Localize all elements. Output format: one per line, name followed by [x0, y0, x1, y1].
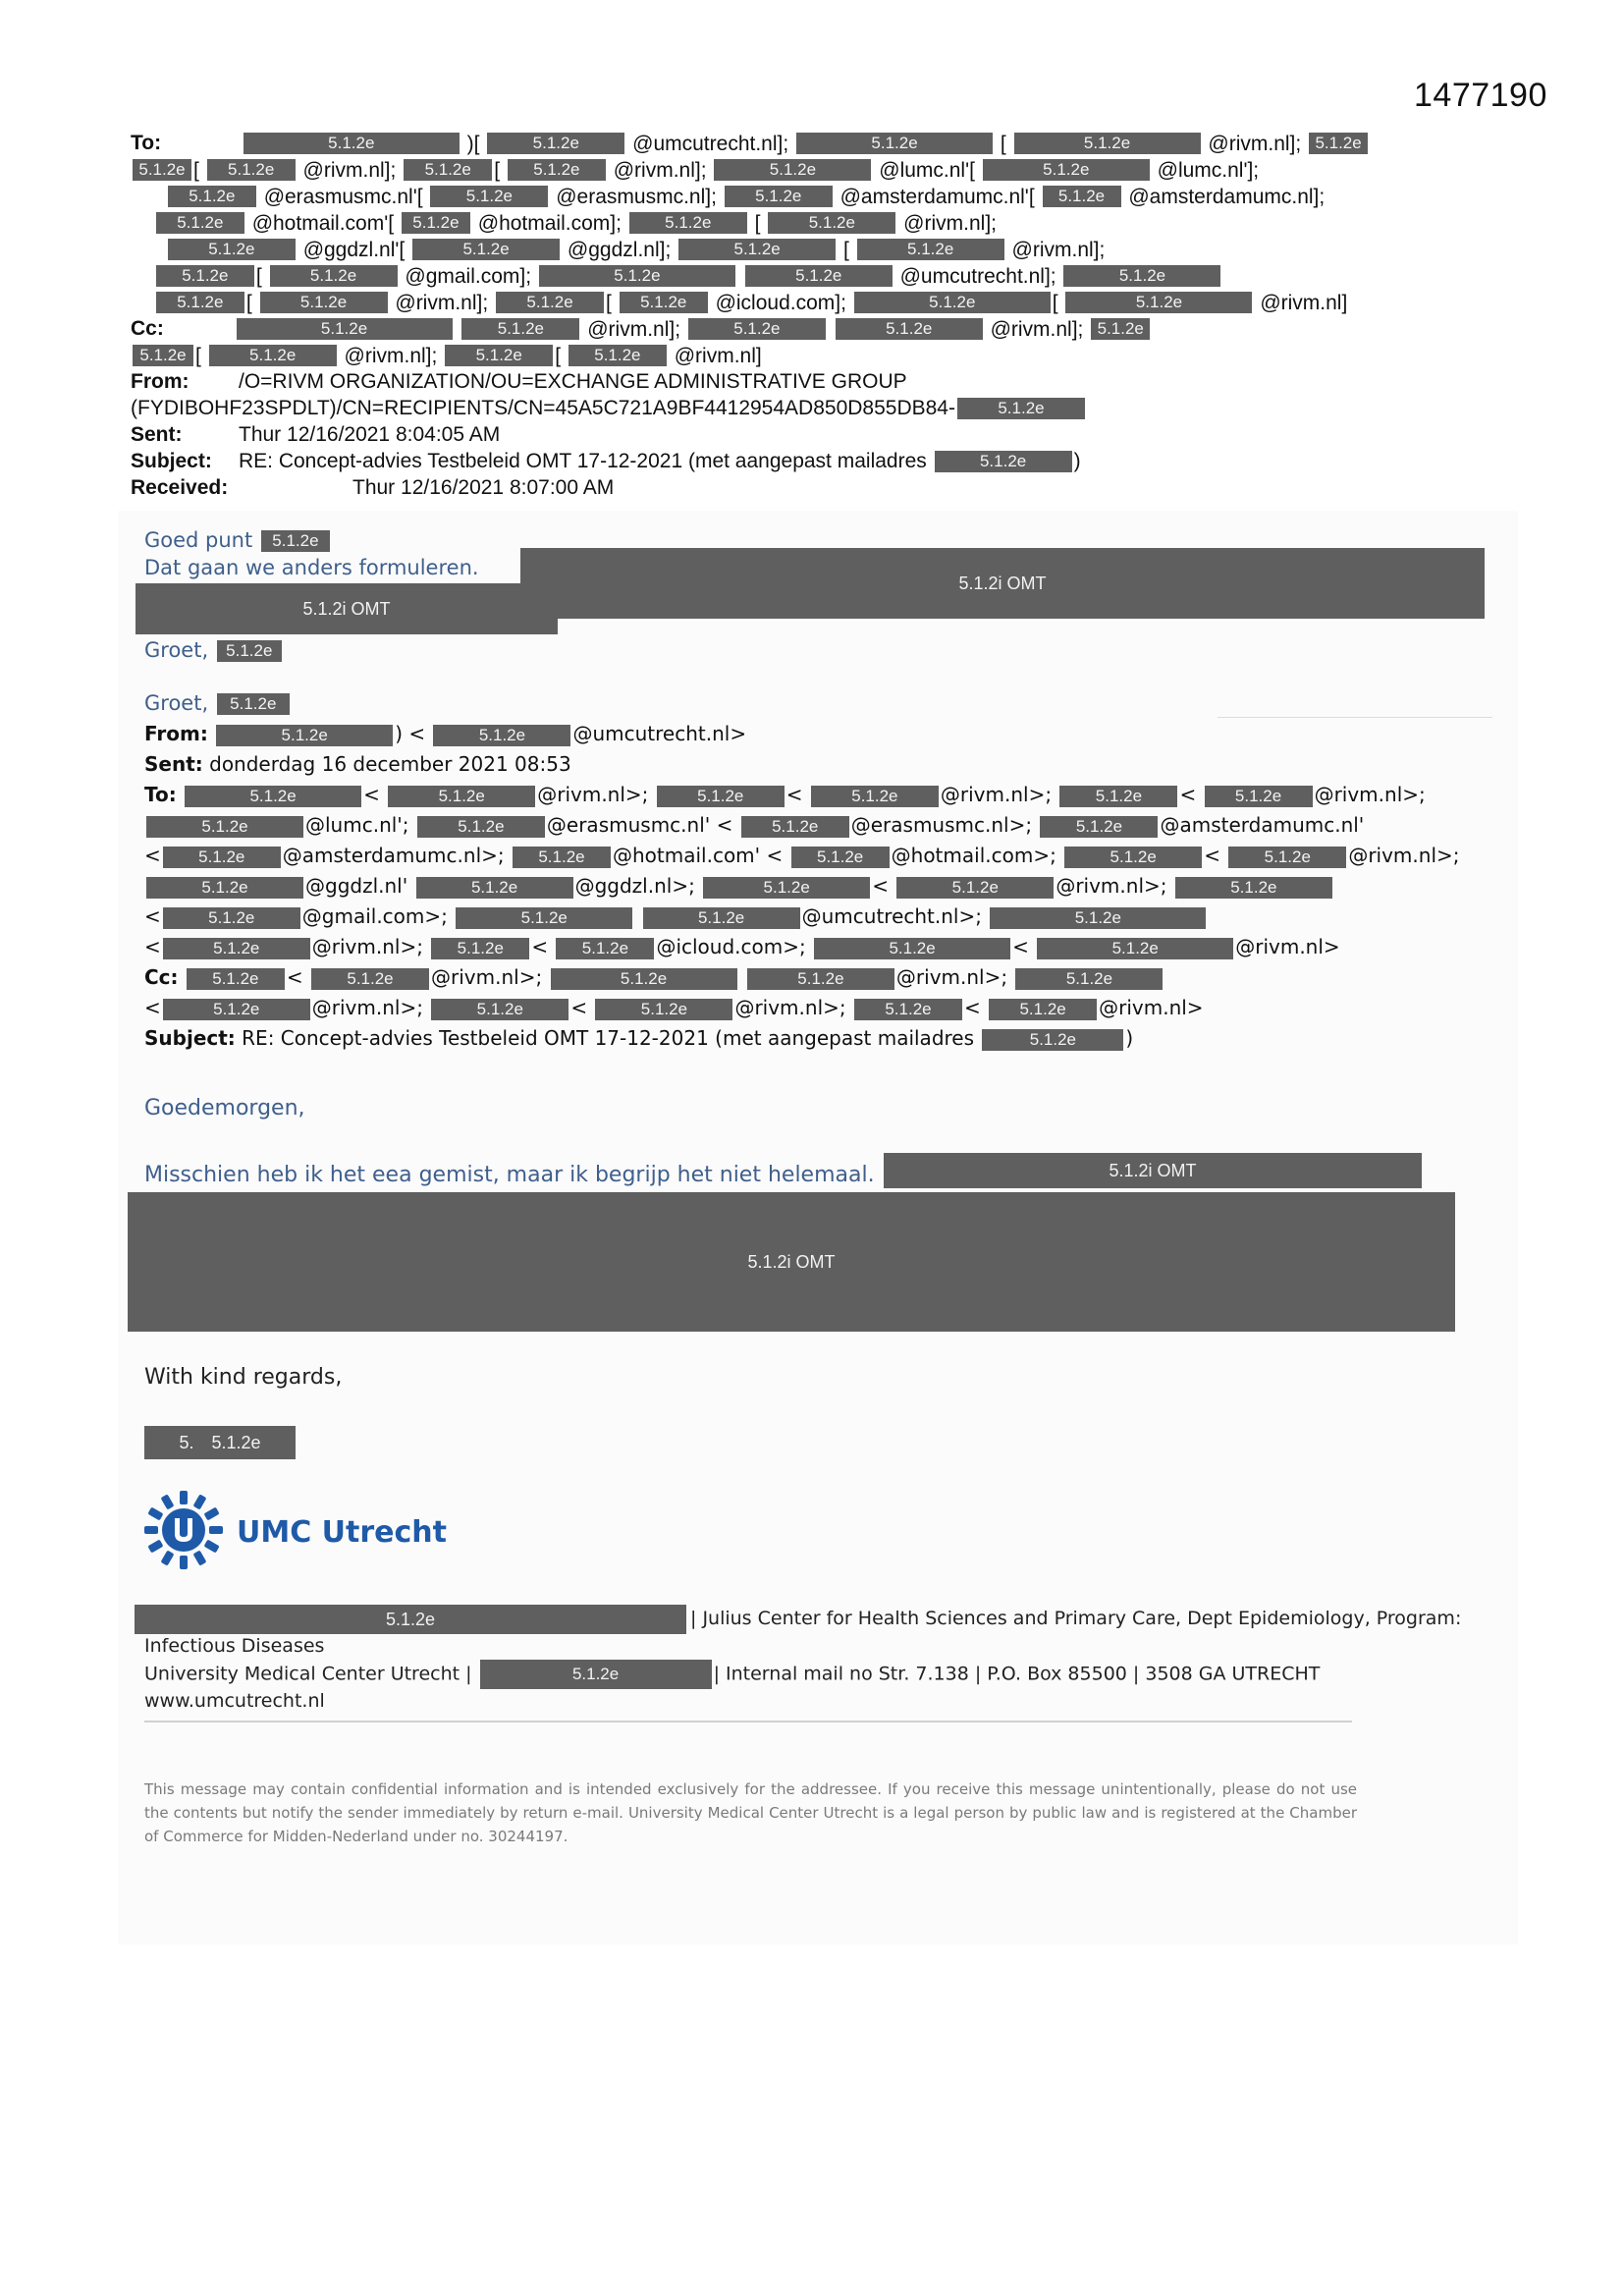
email-domain: @rivm.nl] — [674, 344, 762, 367]
redaction: 5.1.2e — [678, 239, 836, 260]
redaction: 5.1.2e — [156, 212, 244, 234]
redaction: 5.1.2e — [796, 133, 993, 154]
punct: < — [785, 783, 803, 806]
sent-line — [131, 421, 1466, 448]
redaction-omt: 5.1.2i OMT — [520, 548, 1485, 619]
redaction: 5.1.2e — [1043, 186, 1121, 207]
email-domain: @amsterdamumc.nl]; — [1128, 185, 1326, 208]
from-value: /O=RIVM ORGANIZATION/OU=EXCHANGE ADMINISTRATIVE GROUP — [239, 370, 907, 393]
redaction: 5.1.2e — [957, 398, 1085, 419]
punct: < — [1179, 783, 1197, 806]
redaction: 5.1.2e — [714, 159, 871, 181]
email-domain: @ggdzl.nl' — [305, 874, 408, 898]
redaction: 5.1.2e — [168, 186, 256, 207]
email-domain: @rivm.nl]; — [903, 211, 997, 235]
to-line-1: To: 5.1.2e )[ 5.1.2e @umcutrecht.nl]; 5.1.2e [ 5.1.2e @rivm.nl]; 5.1.2e — [131, 130, 1466, 156]
sig-line-1 — [144, 1605, 1519, 1632]
redaction: 5.1.2e — [1059, 786, 1177, 807]
redaction: 5.1.2e — [156, 265, 254, 287]
from-line-2 — [131, 395, 1466, 421]
redaction: 5.1.2e — [487, 133, 624, 154]
sig-org: | Julius Center for Health Sciences and Primary Care, Dept Epidemiology, Program: — [690, 1608, 1462, 1629]
redaction: 5.1.2e — [260, 292, 388, 313]
redaction: 5.1.2e — [551, 968, 737, 990]
redaction: 5.1.2e — [146, 877, 303, 899]
q-sent-value: donderdag 16 december 2021 08:53 — [209, 752, 571, 776]
to-line-4: 5.1.2e @hotmail.com'[ 5.1.2e @hotmail.com]; 5.1.2e [ 5.1.2e @rivm.nl]; — [131, 209, 1466, 236]
q-from-label: From: — [144, 722, 208, 745]
disclaimer: This message may contain confidential information and is intended exclusively for the addressee. If you receive this message unintentionally, please do not use the contents but notify the sender immediately by return e-mail. University Medical Center Utrecht is a legal person by public law and is registered at the Chamber of Commerce for Midden-Nederland under no. 30244197. — [144, 1780, 1357, 1845]
email-domain: @rivm.nl>; — [1314, 783, 1426, 806]
footer-separator — [144, 1721, 1352, 1722]
sig-line-2: Infectious Diseases — [144, 1635, 325, 1657]
redaction: 5.1.2e — [237, 318, 453, 340]
greeting: Goedemorgen, — [144, 1096, 305, 1121]
redaction: 5.1.2e — [133, 159, 191, 181]
redaction: 5.1.2e — [480, 1660, 712, 1689]
redaction: 5.1.2e — [431, 938, 529, 959]
redaction: 5.1.2e — [168, 239, 296, 260]
redaction-omt: 5.1.2i OMT — [884, 1153, 1422, 1188]
redaction: 5.1.2e — [461, 318, 579, 340]
email-domain: @umcutrecht.nl]; — [899, 264, 1056, 288]
redaction: 5.1.2e — [207, 159, 296, 181]
redaction: 5.1.2e — [146, 816, 303, 838]
email-domain: @rivm.nl>; — [1348, 844, 1460, 867]
redaction: 5.1.2e — [1064, 847, 1202, 868]
redaction: 5.1.2e — [983, 159, 1150, 181]
q-subject-label: Subject: — [144, 1026, 236, 1050]
redaction: 5.1.2e — [216, 725, 393, 746]
cc-line-2: 5.1.2e [ 5.1.2e @rivm.nl]; 5.1.2e [ 5.1.2e @rivm.nl] — [131, 342, 1466, 368]
redaction: 5.1.2e — [935, 451, 1072, 472]
document-id: 1477190 — [1414, 77, 1547, 114]
reply-text: Goed punt — [144, 528, 253, 552]
body-paragraph: Misschien heb ik het eea gemist, maar ik begrijp het niet helemaal. — [144, 1163, 875, 1187]
punct: < — [144, 844, 161, 867]
redaction: 5.1.2e — [496, 292, 604, 313]
cc-label: Cc: — [131, 317, 164, 340]
quoted-header — [144, 719, 1499, 1054]
redaction: 5.1.2e — [156, 292, 244, 313]
email-domain: @amsterdamumc.nl'[ — [839, 185, 1035, 208]
redaction: 5.1.2e — [1065, 292, 1252, 313]
q-cc-label: Cc: — [144, 965, 179, 989]
reply-line-1 — [144, 526, 479, 554]
redaction: 5.1.2e — [857, 239, 1004, 260]
to-label: To: — [131, 132, 162, 154]
umc-utrecht-logo — [142, 1493, 447, 1571]
q-sent-line — [144, 749, 1499, 780]
email-domain: @rivm.nl] — [1260, 291, 1348, 314]
email-domain: @rivm.nl>; — [734, 996, 846, 1019]
redaction: 5.1.2e — [417, 816, 545, 838]
received-label: Received: — [131, 476, 229, 499]
to-line-5: 5.1.2e @ggdzl.nl'[ 5.1.2e @ggdzl.nl]; 5.1.2e [ 5.1.2e @rivm.nl]; — [131, 236, 1466, 262]
close-paren: ) — [1125, 1026, 1134, 1050]
redaction: 5.1.2e — [725, 186, 833, 207]
redaction: 5.1.2e — [745, 265, 893, 287]
sig-line-3 — [144, 1660, 1519, 1687]
redaction: 5.1.2e — [1228, 847, 1346, 868]
sig-inst: University Medical Center Utrecht | — [144, 1663, 472, 1685]
redaction: 5.1.2e — [747, 968, 894, 990]
email-domain: @hotmail.com'[ — [251, 211, 395, 235]
redaction: 5.1.2e — [163, 907, 300, 929]
redaction: 5.1.2e — [768, 212, 895, 234]
redaction: 5.1.2e — [1040, 816, 1158, 838]
punct: < — [144, 904, 161, 928]
subject-label: Subject: — [131, 450, 212, 472]
email-domain: @umcutrecht.nl]; — [632, 132, 789, 155]
q-to-line-4 — [144, 871, 1499, 902]
subject-value: RE: Concept-advies Testbeleid OMT 17-12-2021 (met aangepast mailadres — [239, 450, 927, 472]
email-domain: @icloud.com>; — [656, 935, 806, 958]
redaction-initial: 5. — [179, 1432, 194, 1452]
redaction: 5.1.2e — [741, 816, 849, 838]
email-domain: @lumc.nl'; — [305, 813, 409, 837]
redaction: 5.1.2e — [270, 265, 398, 287]
umc-utrecht-logo-icon — [142, 1489, 225, 1576]
regards: With kind regards, — [144, 1365, 343, 1390]
separator — [1218, 717, 1492, 718]
punct: < — [286, 965, 303, 989]
redaction: 5.1.2e — [539, 265, 735, 287]
email-domain: @gmail.com]; — [405, 264, 532, 288]
q-to-line-6 — [144, 932, 1499, 962]
redaction: 5.1.2e — [209, 345, 337, 366]
redaction: 5.1.2e — [163, 999, 310, 1020]
close-paren: ) — [1073, 450, 1081, 472]
email-domain: @erasmusmc.nl'[ — [263, 185, 423, 208]
sign-off-text: Groet, — [144, 638, 209, 662]
redaction: 5.1.2e — [814, 938, 1010, 959]
sig-website[interactable]: www.umcutrecht.nl — [144, 1690, 325, 1712]
punct: < — [570, 996, 588, 1019]
redaction: 5.1.2e — [989, 999, 1097, 1020]
redaction: 5.1.2e — [1175, 877, 1332, 899]
email-domain: @rivm.nl]; — [302, 158, 397, 182]
punct: < — [963, 996, 981, 1019]
email-domain: @rivm.nl]; — [1208, 132, 1302, 155]
redaction: 5.1.2e — [703, 877, 870, 899]
reply-line-2: Dat gaan we anders formuleren. — [144, 556, 479, 579]
punct: < — [531, 935, 549, 958]
redaction: 5.1.2e — [1205, 786, 1313, 807]
redaction: 5.1.2e — [1015, 968, 1163, 990]
redaction: 5.1.2e — [163, 847, 281, 868]
q-from-line — [144, 719, 1499, 749]
punct: < — [144, 935, 161, 958]
email-domain: @ggdzl.nl]; — [567, 238, 672, 261]
cc-line-1 — [131, 315, 1466, 342]
email-domain: @umcutrecht.nl>; — [801, 904, 982, 928]
q-subject-line — [144, 1023, 1499, 1054]
redaction: 5.1.2e — [1091, 318, 1150, 340]
q-cc-line-1 — [144, 962, 1499, 993]
redaction: 5.1.2e — [688, 318, 826, 340]
redaction: 5.1.2e — [1063, 265, 1220, 287]
signature-name-redaction — [144, 1426, 296, 1459]
email-domain: @rivm.nl]; — [990, 317, 1084, 341]
email-domain: @rivm.nl]; — [395, 291, 489, 314]
redaction: 5.1.2e — [211, 1432, 261, 1452]
email-domain: @rivm.nl]; — [587, 317, 681, 341]
punct: < — [144, 996, 161, 1019]
punct: < — [363, 783, 380, 806]
from-label: From: — [131, 370, 189, 393]
redaction: 5.1.2e — [556, 938, 654, 959]
received-value: Thur 12/16/2021 8:07:00 AM — [352, 476, 615, 499]
to-line-2: 5.1.2e [ 5.1.2e @rivm.nl]; 5.1.2e [ 5.1.2e @rivm.nl]; 5.1.2e @lumc.nl'[ 5.1.2e @lumc.nl']; — [131, 156, 1466, 183]
redaction: 5.1.2e — [620, 292, 708, 313]
redaction: 5.1.2e — [854, 292, 1051, 313]
email-domain: @erasmusmc.nl' < — [546, 813, 733, 837]
punct: < — [1204, 844, 1220, 867]
email-domain: @ggdzl.nl'[ — [302, 238, 406, 261]
redaction: 5.1.2e — [854, 999, 962, 1020]
reply-block — [144, 526, 479, 581]
redaction: 5.1.2e — [595, 999, 732, 1020]
redaction: 5.1.2e — [643, 907, 800, 929]
redaction: 5.1.2e — [163, 938, 310, 959]
redaction: 5.1.2e — [433, 725, 570, 746]
to-line-3 — [131, 183, 1466, 209]
redaction: 5.1.2e — [1014, 133, 1201, 154]
email-domain: @hotmail.com]; — [477, 211, 622, 235]
email-domain: @amsterdamumc.nl>; — [282, 844, 505, 867]
redaction: 5.1.2e — [311, 968, 429, 990]
from-value-2: (FYDIBOHF23SPDLT)/CN=RECIPIENTS/CN=45A5C721A9BF4412954AD850D855DB84- — [131, 397, 955, 419]
signature-block — [144, 1605, 1519, 1715]
redaction: 5.1.2e — [135, 1605, 686, 1634]
redaction: 5.1.2e — [185, 786, 361, 807]
redaction: 5.1.2e — [982, 1029, 1123, 1051]
reply-sign-off — [144, 636, 284, 664]
redaction: 5.1.2e — [791, 847, 890, 868]
redaction: 5.1.2e — [1037, 938, 1233, 959]
email-domain: @rivm.nl]; — [1011, 238, 1106, 261]
redaction: 5.1.2e — [187, 968, 285, 990]
q-to-line-1 — [144, 780, 1499, 810]
email-domain: @erasmusmc.nl]; — [556, 185, 717, 208]
redaction: 5.1.2e — [990, 907, 1206, 929]
email-domain: @rivm.nl> — [1235, 935, 1340, 958]
redaction: 5.1.2e — [456, 907, 632, 929]
redaction: 5.1.2e — [244, 133, 460, 154]
redaction: 5.1.2e — [629, 212, 747, 234]
to-line-6: 5.1.2e [ 5.1.2e @gmail.com]; 5.1.2e 5.1.2e @umcutrecht.nl]; 5.1.2e — [131, 262, 1466, 289]
redaction: 5.1.2e — [416, 877, 573, 899]
redaction: 5.1.2e — [1309, 133, 1368, 154]
redaction: 5.1.2e — [513, 847, 611, 868]
email-domain: @gmail.com>; — [301, 904, 448, 928]
from-line — [131, 368, 1466, 395]
q-to-label: To: — [144, 783, 177, 806]
redaction: 5.1.2e — [404, 159, 492, 181]
redaction: 5.1.2e — [657, 786, 785, 807]
q-sent-label: Sent: — [144, 752, 203, 776]
sent-label: Sent: — [131, 423, 183, 446]
redaction-omt: 5.1.2i OMT — [128, 1192, 1455, 1332]
email-domain: @rivm.nl>; — [1056, 874, 1167, 898]
quoted-sign-off — [144, 689, 292, 717]
redaction: 5.1.2e — [896, 877, 1054, 899]
email-domain: @rivm.nl>; — [940, 783, 1053, 806]
email-domain: @lumc.nl']; — [1157, 158, 1260, 182]
redaction: 5.1.2e — [836, 318, 983, 340]
email-domain: @hotmail.com' < — [612, 844, 784, 867]
punct: < — [872, 874, 889, 898]
redaction: 5.1.2e — [445, 345, 553, 366]
email-domain: @hotmail.com>; — [891, 844, 1056, 867]
email-domain: @rivm.nl>; — [311, 935, 423, 958]
subject-line — [131, 448, 1466, 474]
punct: < — [1012, 935, 1029, 958]
email-domain: @lumc.nl'[ — [879, 158, 975, 182]
redaction: 5.1.2e — [431, 999, 568, 1020]
email-domain: @rivm.nl>; — [431, 965, 543, 989]
redaction: 5.1.2e — [261, 530, 330, 552]
q-to-line-3 — [144, 841, 1499, 871]
redaction: 5.1.2e — [388, 786, 535, 807]
redaction: 5.1.2e — [508, 159, 606, 181]
email-domain: @rivm.nl>; — [895, 965, 1008, 989]
email-domain: @rivm.nl>; — [537, 783, 649, 806]
sent-value: Thur 12/16/2021 8:04:05 AM — [239, 423, 501, 446]
q-to-line-5 — [144, 902, 1499, 932]
q-cc-line-2 — [144, 993, 1499, 1023]
redaction: 5.1.2e — [412, 239, 560, 260]
logo-text: UMC Utrecht — [237, 1514, 447, 1550]
email-domain: @rivm.nl> — [1099, 996, 1204, 1019]
redaction: 5.1.2e — [811, 786, 939, 807]
redaction: 5.1.2e — [217, 640, 282, 662]
punct: ) < — [395, 722, 426, 745]
email-header — [131, 130, 1466, 501]
email-domain: @rivm.nl]; — [613, 158, 707, 182]
email-domain: @ggdzl.nl>; — [574, 874, 695, 898]
email-domain: @rivm.nl>; — [311, 996, 423, 1019]
redaction: 5.1.2e — [133, 345, 193, 366]
sig-address: | Internal mail no Str. 7.138 | P.O. Box 85500 | 3508 GA UTRECHT — [713, 1663, 1321, 1685]
email-domain: @amsterdamumc.nl' — [1160, 813, 1365, 837]
redaction: 5.1.2e — [568, 345, 667, 366]
email-domain: @erasmusmc.nl>; — [850, 813, 1033, 837]
received-line — [131, 474, 1466, 501]
email-domain: @rivm.nl]; — [344, 344, 438, 367]
q-subject-value: RE: Concept-advies Testbeleid OMT 17-12-2021 (met aangepast mailadres — [242, 1026, 975, 1050]
email-domain: @icloud.com]; — [715, 291, 846, 314]
sign-off-text: Groet, — [144, 691, 209, 715]
to-line-7: 5.1.2e [ 5.1.2e @rivm.nl]; 5.1.2e [ 5.1.2e @icloud.com]; 5.1.2e [ 5.1.2e @rivm.nl] — [131, 289, 1466, 315]
redaction: 5.1.2e — [430, 186, 548, 207]
email-domain: @umcutrecht.nl> — [572, 722, 747, 745]
q-to-line-2 — [144, 810, 1499, 841]
redaction: 5.1.2e — [217, 693, 290, 715]
redaction: 5.1.2e — [402, 212, 470, 234]
redaction-omt: 5.1.2i OMT — [135, 583, 558, 634]
